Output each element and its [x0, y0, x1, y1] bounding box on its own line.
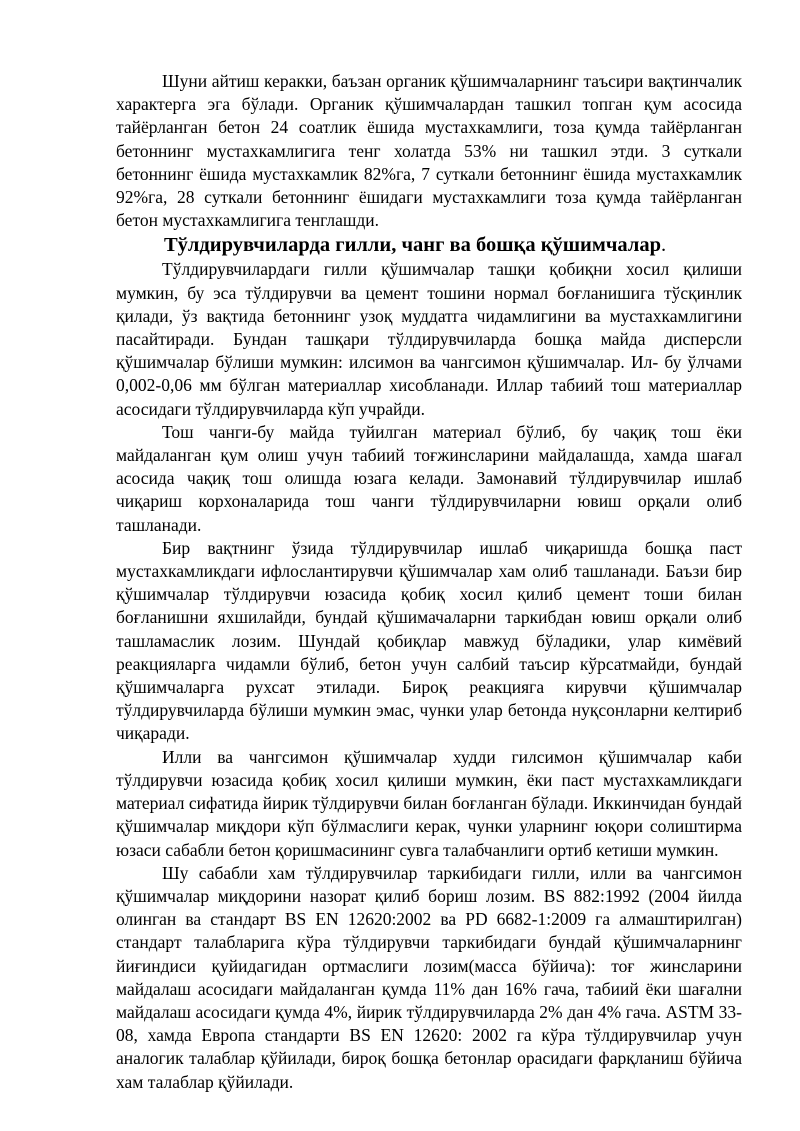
section-heading: [116, 233, 742, 258]
paragraph-contaminants: Бир вақтнинг ўзида тўлдирувчилар ишлаб чиқаришда бошқа паст мустахкамликдаги ифлослантирувчи қўшимчалар хам олиб ташланади. Баъзи бир қўшимчалар тўлдирувчи юзасида қобиқ хосил қилиб цемент тоши билан боғланишни яхшилайди, бундай қўшимачаларни таркибдан ювиш орқали олиб ташламаслик лозим. Шундай қобиқлар мавжуд бўладики, улар кимёвий реакцияларга чидамли бўлиб, бетон учун салбий таъсир кўрсатмайди, бундай қўшимчаларга рухсат этилади. Бироқ реакцияга кирувчи қўшимчалар тўлдирувчиларда бўлиши мумкин эмас, чунки улар бетонда нуқсонларни келтириб чиқаради.: [116, 537, 742, 744]
document-page: [116, 70, 742, 1094]
paragraph-stone-dust: Тош чанги-бу майда туйилган материал бўлиб, бу чақиқ тош ёки майдаланган қум олиш учун табиий тоғжинсларини майдалашда, хамда шағал асосида чақиқ тош олишда юзага келади. Замонавий тўлдирувчилар ишлаб чиқариш корхоналарида тош чанги тўлдирувчиларни ювиш орқали олиб ташланади.: [116, 421, 742, 535]
paragraph-clay-impurities: Тўлдирувчилардаги гилли қўшимчалар ташқи қобиқни хосил қилиши мумкин, бу эса тўлдирувчи ва цемент тошини нормал боғланишига тўсқинлик қилади, ўз вақтида бетоннинг узоқ муддатга чидамлигини ва мустахкамлигини пасайтиради. Бундан ташқари тўлдирувчиларда бошқа майда дисперсли қўшимчалар бўлиши мумкин: илсимон ва чангсимон қўшимчалар. Ил- бу ўлчами 0,002-0,06 мм бўлган материаллар хисобланади. Иллар табиий тош материаллар асосидаги тўлдирувчиларда кўп учрайди.: [116, 259, 742, 419]
section-heading-period: .: [660, 234, 667, 257]
section-heading-text: Тўлдирувчиларда гилли, чанг ва бошқа қўшимчалар: [164, 234, 661, 257]
paragraph-silt-dust-coating: Илли ва чангсимон қўшимчалар худди гилсимон қўшимчалар каби тўлдирувчи юзасида қобиқ хосил қилиши мумкин, ёки паст мустахкамликдаги материал сифатида йирик тўлдирувчи билан боғланган бўлади. Иккинчидан бундай қўшимчалар миқдори кўп бўлмаслиги керак, чунки уларнинг юқори солиштирма юзаси сабабли бетон қоришмасининг сувга талабчанлиги ортиб кетиши мумкин.: [116, 746, 742, 860]
paragraph-organic-additives: Шуни айтиш керакки, баъзан органик қўшимчаларнинг таъсири вақтинчалик характерга эга бўлади. Органик қўшимчалардан ташкил топган қум асосида тайёрланган бетон 24 соатлик ёшида мустахкамлиги, тоза қумда тайёрланган бетоннинг мустахкамлигига тенг холатда 53% ни ташкил этди. 3 суткали бетоннинг ёшида мустахкамлик 82%га, 7 суткали бетоннинг ёшида мустахкамлик 92%га, 28 суткали бетоннинг ёшидаги мустахкамлиги тоза қумда тайёрланган бетон мустахкамлигига тенглашди.: [116, 71, 742, 231]
paragraph-standards: Шу сабабли хам тўлдирувчилар таркибидаги гилли, илли ва чангсимон қўшимчалар миқдорини назорат қилиб бориш лозим. BS 882:1992 (2004 йилда олинган ва стандарт BS EN 12620:2002 ва PD 6682-1:2009 га алмаштирилган) стандарт талабларига кўра тўлдирувчи таркибидаги бундай қўшимчаларнинг йиғиндиси қуйидагидан ортмаслиги лозим(масса бўйича): тоғ жинсларини майдалаш асосидаги майдаланган қумда 11% дан 16% гача, табиий ёки шағални майдалаш асосидаги қумда 4%, йирик тўлдирувчиларда 2% дан 4% гача. ASTM 33-08, хамда Европа стандарти BS EN 12620: 2002 га кўра тўлдирувчилар учун аналогик талаблар қўйилади, бироқ бошқа бетонлар орасидаги фарқланиш бўйича хам талаблар қўйилади.: [116, 862, 742, 1092]
